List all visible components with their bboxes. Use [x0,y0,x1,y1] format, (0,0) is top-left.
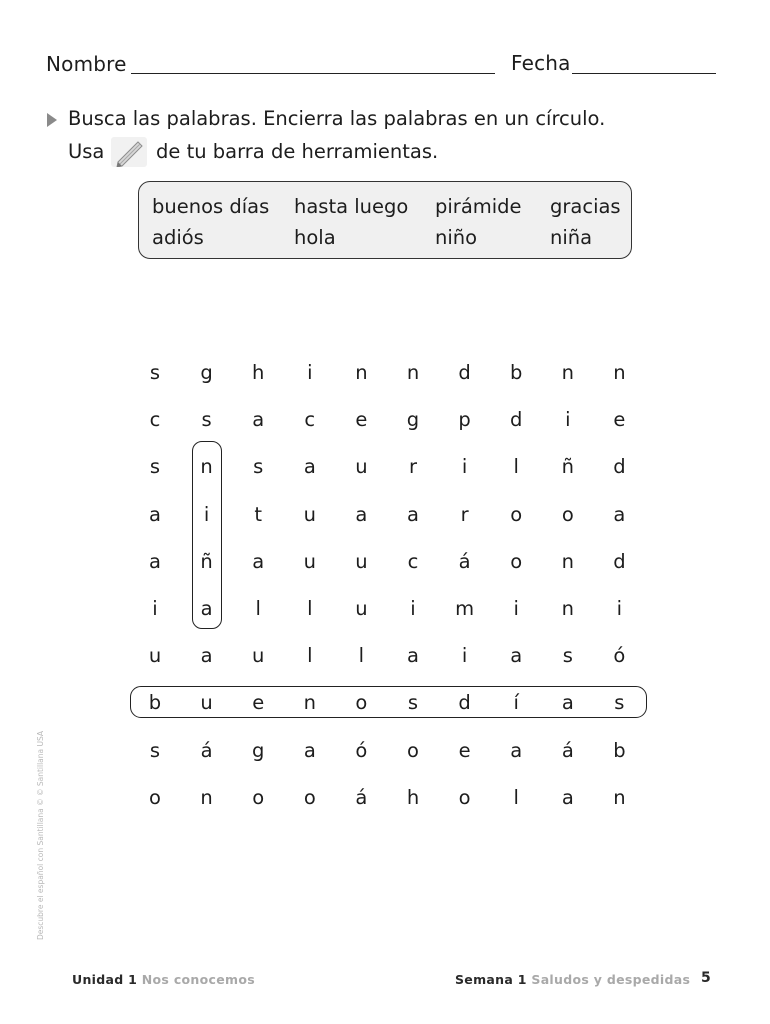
grid-letter[interactable]: i [203,502,210,526]
grid-letter[interactable]: d [613,455,626,479]
grid-letter[interactable]: c [149,408,161,432]
grid-letter[interactable]: í [513,691,519,715]
grid-letter[interactable]: e [458,738,471,762]
grid-letter[interactable]: u [148,644,162,668]
grid-letter[interactable]: a [303,455,316,479]
grid-letter[interactable]: u [252,644,265,668]
grid-letter[interactable]: o [355,691,368,715]
grid-letter[interactable]: t [254,502,263,526]
grid-letter[interactable]: i [152,597,158,620]
footer-unit-name: Nos conocemos [141,972,255,987]
grid-letter[interactable]: á [200,738,213,762]
grid-letter[interactable]: s [149,361,161,384]
grid-letter[interactable]: l [358,644,365,668]
grid-letter[interactable]: ó [613,644,626,668]
grid-letter[interactable]: n [561,361,574,384]
grid-letter[interactable]: u [355,549,368,573]
word-bank [138,181,632,259]
grid-letter[interactable]: a [303,738,316,762]
grid-letter[interactable]: e [355,408,368,432]
grid-letter[interactable]: a [510,644,523,668]
footer-week [455,972,690,987]
page-number: 5 [701,970,711,986]
grid-letter[interactable]: l [307,644,313,668]
grid-letter[interactable]: o [510,549,523,573]
grid-letter[interactable]: g [200,361,213,384]
grid-letter[interactable]: a [149,502,161,526]
grid-letter[interactable]: á [561,738,574,762]
word-bank-item: buenos días [152,195,270,218]
date-field[interactable] [572,73,716,74]
date-label: Fecha [511,51,571,75]
grid-letter[interactable]: ñ [561,455,574,479]
instruction-line-2: de tu barra de herramientas. [156,140,439,163]
grid-letter[interactable]: g [406,408,420,432]
instruction-use-label: Usa [68,140,105,163]
copyright-side-note: Descubre el español con Santillana © © Santillana USA [36,730,45,940]
grid-letter[interactable]: a [200,644,213,668]
name-field[interactable] [131,73,495,74]
grid-letter[interactable]: n [406,361,420,384]
footer-unit-label: Unidad 1 [72,972,138,987]
grid-letter[interactable]: i [307,361,313,384]
grid-letter[interactable]: s [149,455,161,479]
grid-letter[interactable]: h [252,361,265,384]
word-bank-item: niño [435,226,478,249]
grid-letter[interactable]: n [613,785,626,809]
grid-letter[interactable]: s [562,644,573,668]
grid-letter[interactable]: l [513,785,519,809]
word-bank-item: hasta luego [294,195,409,218]
grid-letter[interactable]: n [200,785,213,809]
grid-letter[interactable]: a [252,408,265,432]
grid-letter[interactable]: o [510,502,523,526]
grid-letter[interactable]: b [613,738,626,762]
instruction-line-1: Busca las palabras. Encierra las palabras en un círculo. [68,107,606,130]
grid-letter[interactable]: o [252,785,265,809]
grid-letter[interactable]: i [616,597,623,620]
grid-letter[interactable]: u [355,455,368,479]
grid-letter[interactable]: o [458,785,471,809]
grid-letter[interactable]: g [251,738,265,762]
grid-letter[interactable]: s [253,455,264,479]
grid-letter[interactable]: s [201,408,212,432]
grid-letter[interactable]: b [509,361,523,384]
name-label: Nombre [46,52,127,76]
grid-letter[interactable]: n [200,455,213,479]
grid-letter[interactable]: i [461,455,468,479]
grid-letter[interactable]: o [303,785,316,809]
grid-letter[interactable]: h [406,785,420,809]
grid-letter[interactable]: n [303,691,316,715]
found-word-circle-horizontal [130,686,647,718]
grid-letter[interactable]: e [252,691,265,715]
grid-letter[interactable]: a [407,644,419,668]
grid-letter[interactable]: c [407,549,419,573]
grid-letter[interactable]: r [408,455,418,479]
grid-letter[interactable]: a [407,502,419,526]
grid-letter[interactable]: d [458,691,471,715]
grid-letter[interactable]: u [200,691,213,715]
grid-letter[interactable]: n [561,549,574,573]
grid-letter[interactable]: i [565,408,571,432]
grid-letter[interactable]: a [149,549,161,573]
grid-letter[interactable]: i [410,597,416,620]
grid-letter[interactable]: l [513,455,519,479]
grid-letter[interactable]: l [255,597,261,620]
grid-letter[interactable]: a [510,738,523,762]
grid-letter[interactable]: d [613,549,626,573]
grid-letter[interactable]: u [355,597,368,620]
grid-letter[interactable]: d [509,408,523,432]
grid-letter[interactable]: a [200,597,213,620]
grid-letter[interactable]: i [461,644,468,668]
grid-letter[interactable]: a [252,549,265,573]
grid-letter[interactable]: á [458,549,471,573]
footer-week-label: Semana 1 [455,972,527,987]
footer-unit [72,972,255,987]
grid-letter[interactable]: o [407,738,419,762]
grid-letter[interactable]: o [149,785,161,809]
word-bank-item: adiós [152,226,204,249]
grid-letter[interactable]: u [303,502,316,526]
grid-letter[interactable]: ó [355,738,368,762]
grid-letter[interactable]: n [561,597,574,620]
bullet-arrow-icon [47,113,57,127]
grid-letter[interactable]: s [407,691,419,715]
grid-letter[interactable]: s [149,738,161,762]
grid-letter[interactable]: a [613,502,626,526]
grid-letter[interactable]: p [458,408,471,432]
grid-letter[interactable]: s [614,691,625,715]
pencil-icon [111,137,147,167]
grid-letter[interactable]: i [513,597,519,620]
grid-letter[interactable]: d [458,361,471,384]
grid-letter[interactable]: m [455,597,475,620]
grid-letter[interactable]: o [561,502,574,526]
grid-letter[interactable]: c [304,408,316,432]
grid-letter[interactable]: a [561,691,574,715]
grid-letter[interactable]: a [561,785,574,809]
grid-letter[interactable]: u [303,549,316,573]
grid-letter[interactable]: ñ [200,549,213,573]
grid-letter[interactable]: á [355,785,368,809]
grid-letter[interactable]: l [307,597,313,620]
word-bank-item: gracias [550,195,621,218]
grid-letter[interactable]: a [355,502,368,526]
grid-letter[interactable]: n [613,361,626,384]
word-bank-item: niña [550,226,593,249]
grid-letter[interactable]: n [355,361,368,384]
footer-week-name: Saludos y despedidas [531,972,691,987]
word-bank-item: hola [294,226,336,249]
found-word-circle-vertical [192,441,222,629]
word-bank-item: pirámide [435,195,522,218]
grid-letter[interactable]: e [613,408,626,432]
grid-letter[interactable]: b [148,691,162,715]
grid-letter[interactable]: r [460,502,469,526]
